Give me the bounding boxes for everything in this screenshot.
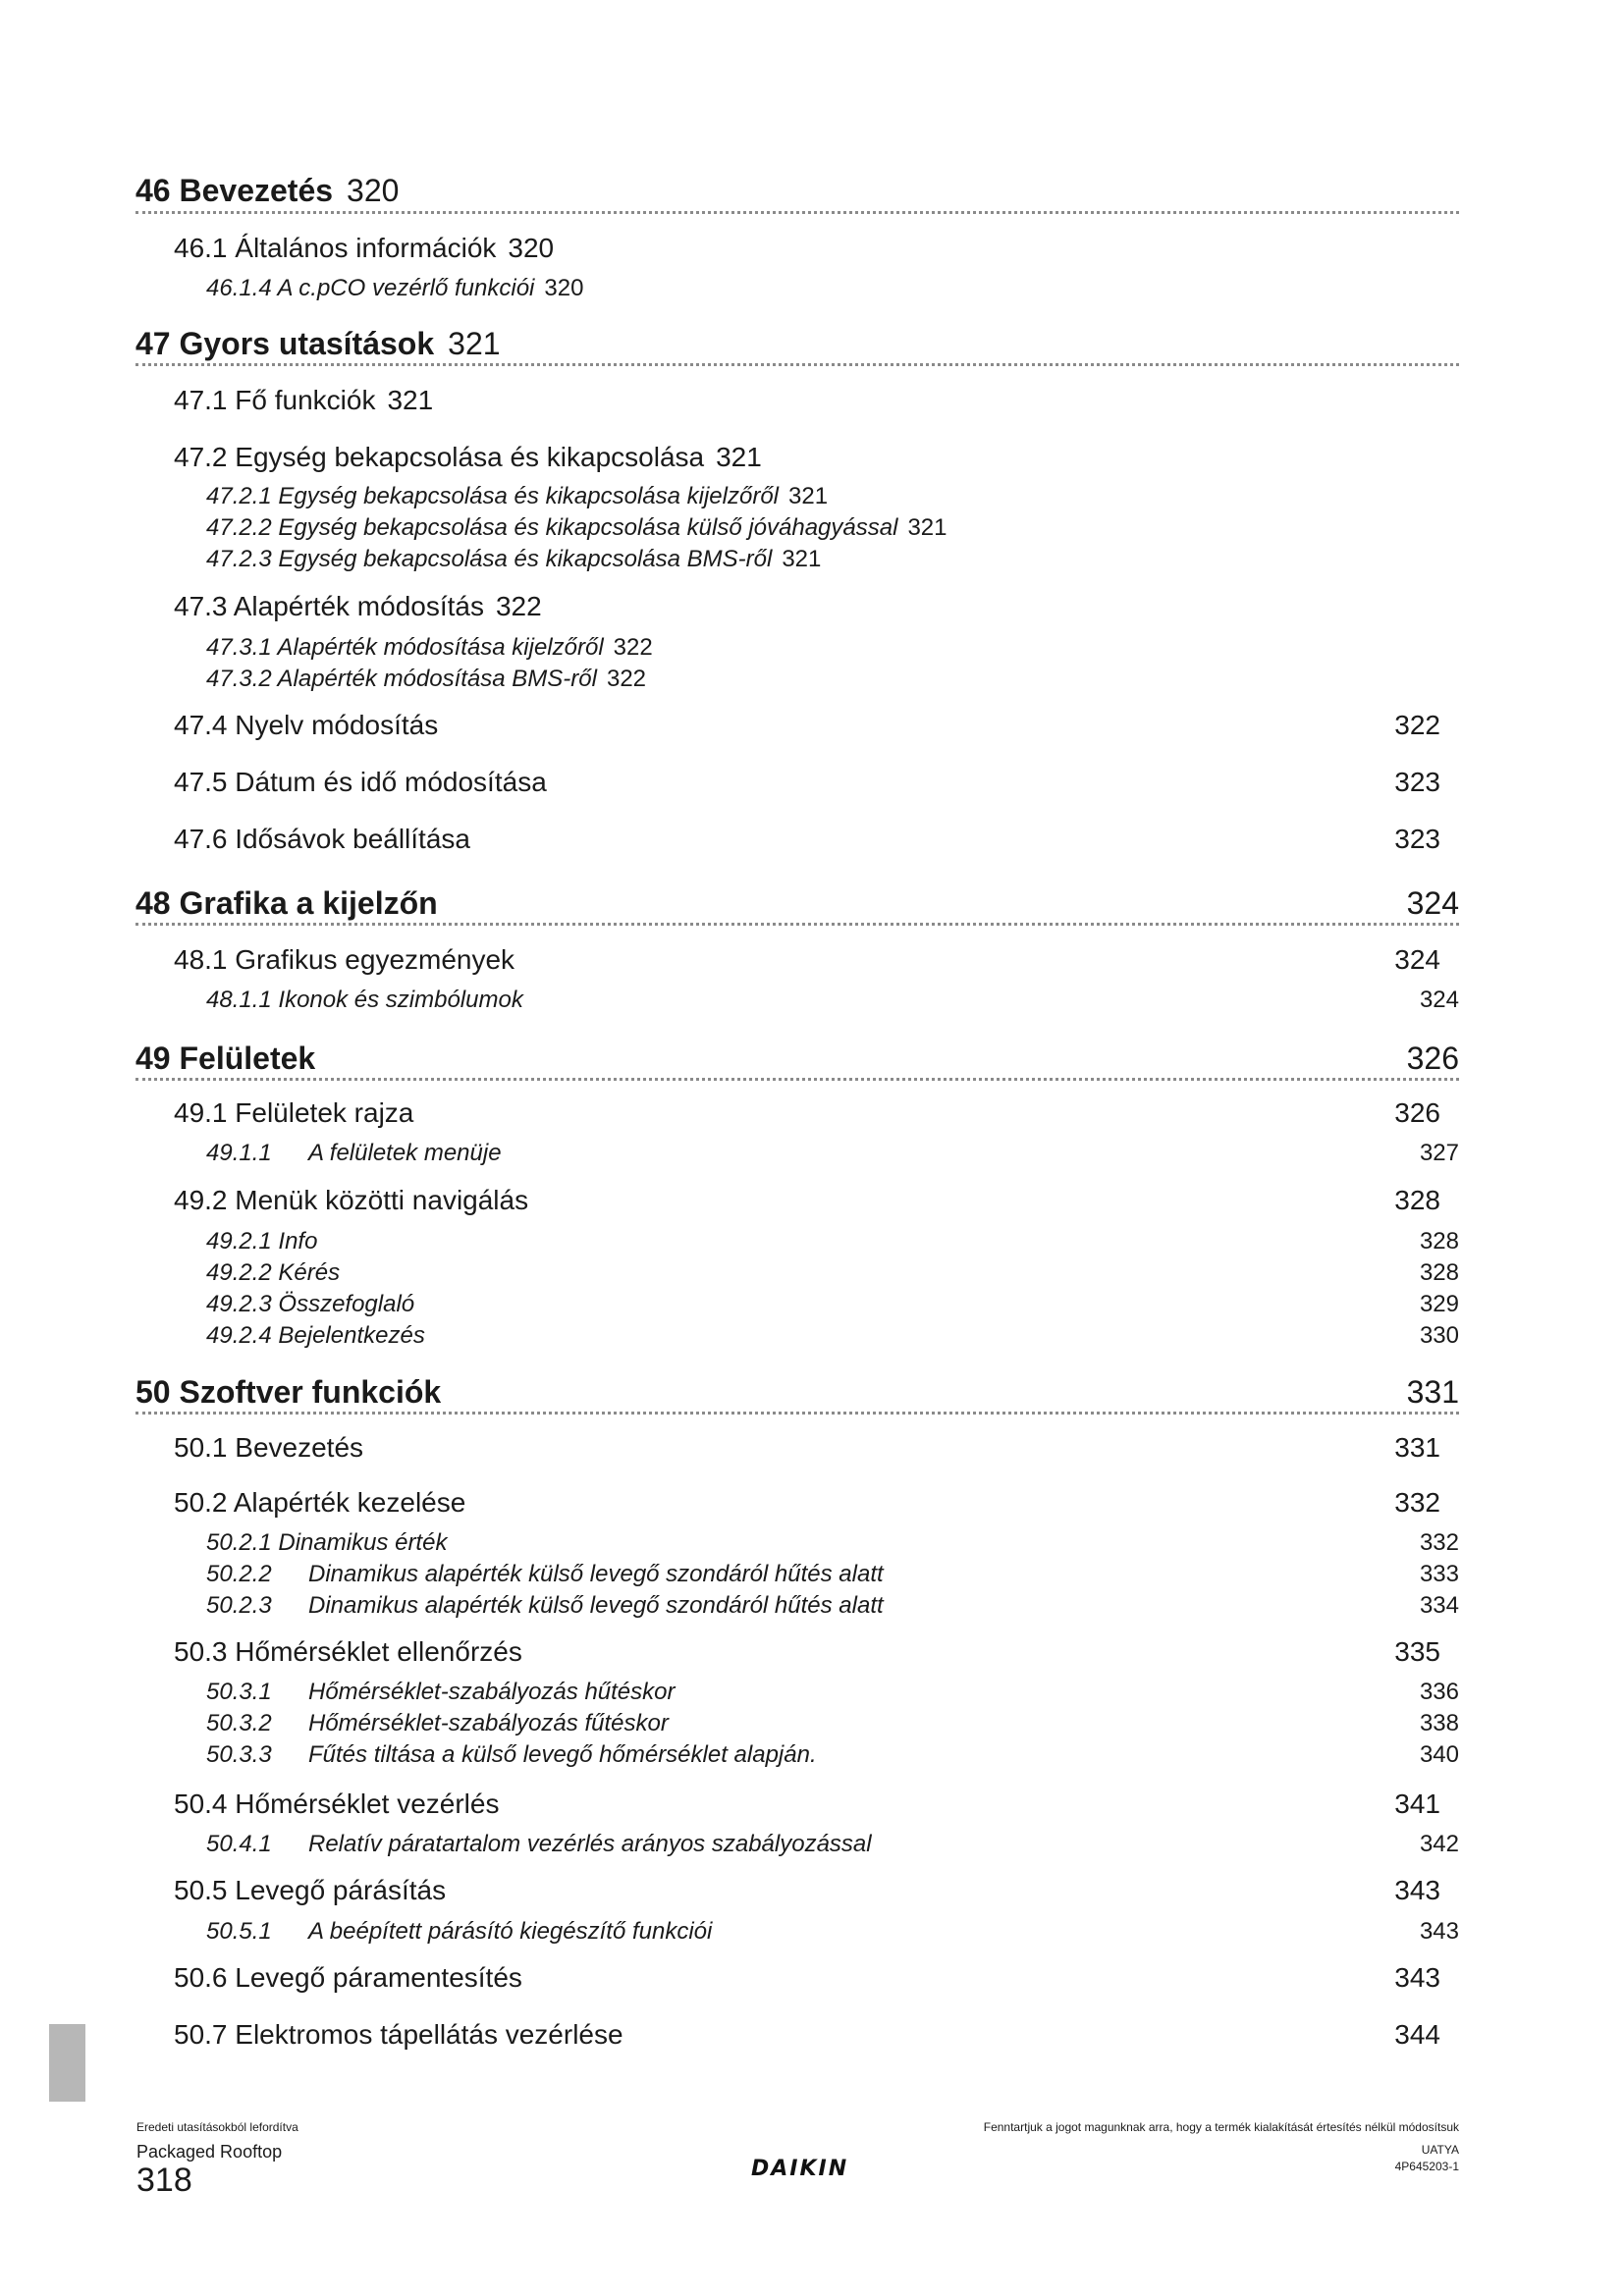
toc-section-50-7[interactable] [174, 2019, 1440, 2053]
toc-section-47-3[interactable] [174, 591, 542, 624]
toc-section-47-1[interactable] [174, 385, 433, 418]
footer-rights-note: Fenntartjuk a jogot magunknak arra, hogy a termék kialakítását értesítés nélkül módosítsuk [983, 2120, 1459, 2134]
subsection-title: Dinamikus alapérték külső levegő szondáról hűtés alatt [308, 1561, 884, 1587]
toc-subsection-46-1-4[interactable] [206, 275, 583, 304]
toc-chapter-49[interactable] [135, 1041, 1459, 1078]
page-number: 332 [1419, 1529, 1459, 1556]
toc-chapter-46[interactable] [135, 173, 1459, 210]
page-number: 326 [1406, 1041, 1459, 1076]
subsection-title: 47.2.2 Egység bekapcsolása és kikapcsolása külső jóváhagyással [206, 514, 898, 541]
section-title: 47.3 Alapérték módosítás [174, 591, 484, 621]
subsection-index: 50.5.1 [206, 1918, 272, 1945]
page-number: 331 [1394, 1432, 1440, 1463]
footer-doc-code: 4P645203-1 [1394, 2160, 1459, 2173]
page-number: 322 [606, 666, 647, 692]
dotted-divider [135, 363, 1459, 366]
toc-subsection-50-2-2[interactable] [206, 1561, 1459, 1590]
toc-subsection-49-2-1[interactable] [206, 1228, 1459, 1257]
section-title: 50.4 Hőmérséklet vezérlés [174, 1789, 500, 1819]
section-title: 47.2 Egység bekapcsolása és kikapcsolása [174, 442, 705, 472]
chapter-title: 49 Felületek [135, 1041, 316, 1076]
toc-subsection-49-2-2[interactable] [206, 1259, 1459, 1289]
subsection-index: 50.4.1 [206, 1831, 272, 1857]
toc-section-48-1[interactable] [174, 944, 1440, 978]
subsection-index: 50.2.2 [206, 1561, 272, 1587]
page-number: 328 [1394, 1185, 1440, 1215]
subsection-title: 49.2.1 Info [206, 1228, 318, 1255]
section-title: 50.3 Hőmérséklet ellenőrzés [174, 1636, 522, 1667]
toc-subsection-48-1-1[interactable] [206, 987, 1459, 1016]
subsection-index: 49.1.1 [206, 1140, 272, 1166]
page-number: 344 [1394, 2019, 1440, 2050]
page-number: 333 [1419, 1561, 1459, 1587]
page-number: 321 [782, 546, 822, 572]
toc-subsection-49-2-3[interactable] [206, 1291, 1459, 1320]
page-number: 343 [1394, 1962, 1440, 1993]
toc-subsection-47-2-3[interactable] [206, 546, 821, 575]
page-number: 321 [448, 326, 501, 361]
toc-chapter-47[interactable] [135, 326, 1459, 363]
page-number: 336 [1419, 1679, 1459, 1705]
chapter-side-tab [49, 2024, 85, 2102]
subsection-title: 49.2.4 Bejelentkezés [206, 1322, 425, 1349]
toc-subsection-47-2-2[interactable] [206, 514, 947, 544]
toc-section-49-2[interactable] [174, 1185, 1440, 1218]
toc-section-46-1[interactable] [174, 233, 554, 266]
daikin-logo: DAIKIN [751, 2157, 849, 2181]
section-title: 50.1 Bevezetés [174, 1432, 364, 1463]
toc-section-50-2[interactable] [174, 1487, 1440, 1521]
toc-section-47-6[interactable] [174, 824, 1440, 857]
subsection-title: 50.2.1 Dinamikus érték [206, 1529, 448, 1556]
subsection-title: 49.2.2 Kérés [206, 1259, 341, 1286]
page-number: 330 [1419, 1322, 1459, 1349]
page-number: 343 [1394, 1875, 1440, 1905]
toc-section-50-1[interactable] [174, 1432, 1440, 1466]
page-number: 320 [544, 275, 584, 301]
toc-section-49-1[interactable] [174, 1097, 1440, 1131]
toc-chapter-50[interactable] [135, 1374, 1459, 1412]
subsection-index: 50.3.1 [206, 1679, 272, 1705]
subsection-title: Dinamikus alapérték külső levegő szondáról hűtés alatt [308, 1592, 884, 1619]
toc-subsection-50-2-3[interactable] [206, 1592, 1459, 1622]
page-number: 328 [1419, 1259, 1459, 1286]
footer-page-number: 318 [136, 2162, 192, 2199]
subsection-title: 46.1.4 A c.pCO vezérlő funkciói [206, 275, 535, 301]
page-number: 343 [1419, 1918, 1459, 1945]
subsection-index: 50.3.2 [206, 1710, 272, 1736]
page-number: 320 [508, 233, 555, 263]
toc-section-50-5[interactable] [174, 1875, 1440, 1908]
page-number: 322 [613, 634, 653, 661]
section-title: 47.5 Dátum és idő módosítása [174, 767, 547, 797]
section-title: 50.6 Levegő páramentesítés [174, 1962, 522, 1993]
subsection-title: Relatív páratartalom vezérlés arányos szabályozással [308, 1831, 872, 1857]
section-title: 47.4 Nyelv módosítás [174, 710, 439, 740]
subsection-title: 47.3.2 Alapérték módosítása BMS-ről [206, 666, 597, 692]
footer-model: UATYA [1421, 2143, 1459, 2157]
toc-subsection-49-2-4[interactable] [206, 1322, 1459, 1352]
section-title: 50.7 Elektromos tápellátás vezérlése [174, 2019, 623, 2050]
toc-subsection-47-3-1[interactable] [206, 634, 653, 664]
toc-subsection-47-3-2[interactable] [206, 666, 646, 695]
chapter-title: 47 Gyors utasítások [135, 326, 435, 361]
dotted-divider [135, 1412, 1459, 1415]
chapter-title: 48 Grafika a kijelzőn [135, 885, 438, 921]
page-number: 324 [1419, 987, 1459, 1013]
toc-section-50-3[interactable] [174, 1636, 1440, 1670]
section-title: 49.2 Menük közötti navigálás [174, 1185, 529, 1215]
page-number: 323 [1394, 767, 1440, 797]
section-title: 48.1 Grafikus egyezmények [174, 944, 515, 975]
toc-subsection-50-4-1[interactable] [206, 1831, 1459, 1860]
page-number: 338 [1419, 1710, 1459, 1736]
page-number: 342 [1419, 1831, 1459, 1857]
footer-translation-note: Eredeti utasításokból lefordítva [136, 2120, 298, 2134]
section-title: 50.5 Levegő párásítás [174, 1875, 447, 1905]
page-number: 326 [1394, 1097, 1440, 1128]
page-number: 321 [907, 514, 947, 541]
page-number: 327 [1419, 1140, 1459, 1166]
toc-section-47-2[interactable] [174, 442, 762, 475]
section-title: 47.1 Fő funkciók [174, 385, 376, 415]
page-number: 341 [1394, 1789, 1440, 1819]
section-title: 50.2 Alapérték kezelése [174, 1487, 466, 1518]
page-number: 332 [1394, 1487, 1440, 1518]
subsection-title: 47.2.3 Egység bekapcsolása és kikapcsolása BMS-ről [206, 546, 773, 572]
subsection-title: A felületek menüje [308, 1140, 502, 1166]
section-title: 47.6 Idősávok beállítása [174, 824, 470, 854]
subsection-title: A beépített párásító kiegészítő funkciói [308, 1918, 713, 1945]
page-number: 328 [1419, 1228, 1459, 1255]
section-title: 49.1 Felületek rajza [174, 1097, 414, 1128]
toc-section-50-6[interactable] [174, 1962, 1440, 1996]
page-number: 321 [716, 442, 762, 472]
toc-chapter-48[interactable] [135, 885, 1459, 923]
page-number: 324 [1406, 885, 1459, 921]
page-number: 320 [347, 173, 400, 208]
toc-subsection-50-3-2[interactable] [206, 1710, 1459, 1739]
subsection-title: Hőmérséklet-szabályozás fűtéskor [308, 1710, 669, 1736]
toc-section-47-4[interactable] [174, 710, 1440, 743]
subsection-title: Hőmérséklet-szabályozás hűtéskor [308, 1679, 676, 1705]
page-number: 321 [788, 483, 829, 509]
page-number: 323 [1394, 824, 1440, 854]
toc-subsection-50-5-1[interactable] [206, 1918, 1459, 1948]
page-number: 331 [1406, 1374, 1459, 1410]
page-number: 340 [1419, 1741, 1459, 1768]
section-title: 46.1 Általános információk [174, 233, 497, 263]
dotted-divider [135, 923, 1459, 926]
subsection-title: 47.2.1 Egység bekapcsolása és kikapcsolása kijelzőről [206, 483, 779, 509]
page-number: 322 [495, 591, 542, 621]
subsection-title: Fűtés tiltása a külső levegő hőmérséklet alapján. [308, 1741, 817, 1768]
dotted-divider [135, 1078, 1459, 1081]
page-number: 321 [387, 385, 434, 415]
chapter-title: 46 Bevezetés [135, 173, 334, 208]
page-number: 335 [1394, 1636, 1440, 1667]
toc-section-50-4[interactable] [174, 1789, 1440, 1822]
subsection-index: 50.3.3 [206, 1741, 272, 1768]
subsection-title: 49.2.3 Összefoglaló [206, 1291, 415, 1317]
dotted-divider [135, 211, 1459, 214]
subsection-title: 47.3.1 Alapérték módosítása kijelzőről [206, 634, 604, 661]
chapter-title: 50 Szoftver funkciók [135, 1374, 442, 1410]
toc-subsection-50-2-1[interactable] [206, 1529, 1459, 1559]
toc-subsection-50-3-1[interactable] [206, 1679, 1459, 1708]
page-number: 334 [1419, 1592, 1459, 1619]
toc-subsection-49-1-1[interactable] [206, 1140, 1459, 1169]
subsection-index: 50.2.3 [206, 1592, 272, 1619]
page-number: 324 [1394, 944, 1440, 975]
toc-subsection-47-2-1[interactable] [206, 483, 828, 512]
toc-section-47-5[interactable] [174, 767, 1440, 800]
toc-subsection-50-3-3[interactable] [206, 1741, 1459, 1771]
page-number: 322 [1394, 710, 1440, 740]
footer-product: Packaged Rooftop [136, 2142, 283, 2162]
subsection-title: 48.1.1 Ikonok és szimbólumok [206, 987, 523, 1013]
page-number: 329 [1419, 1291, 1459, 1317]
